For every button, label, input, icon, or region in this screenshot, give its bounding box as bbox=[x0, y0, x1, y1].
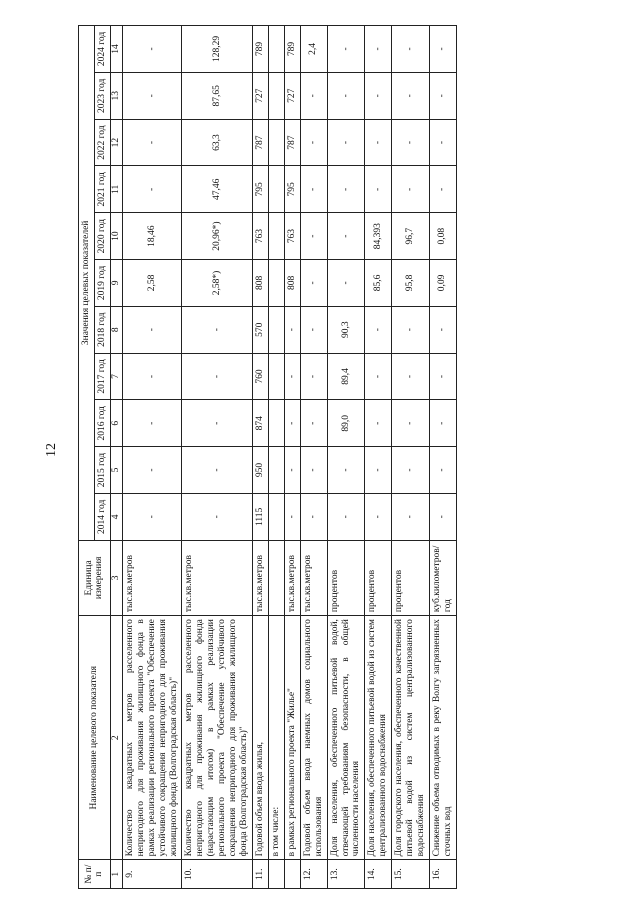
header-name: Наименование целевого показателя bbox=[79, 616, 111, 860]
header-group: Значения целевых показателей bbox=[79, 26, 95, 541]
value-cell: - bbox=[122, 353, 182, 400]
table-row bbox=[300, 26, 327, 889]
page-number: 12 bbox=[44, 443, 59, 457]
value-cell bbox=[268, 493, 284, 540]
value-cell: - bbox=[365, 400, 392, 447]
row-number: 16. bbox=[429, 860, 456, 889]
value-cell: 95,8 bbox=[392, 260, 430, 307]
row-number bbox=[268, 860, 284, 889]
column-number: 4 bbox=[110, 493, 122, 540]
table-row bbox=[122, 26, 182, 889]
header-unit: Единица измерения bbox=[79, 540, 111, 615]
column-number: 6 bbox=[110, 400, 122, 447]
value-cell: - bbox=[365, 306, 392, 353]
indicator-name: в том числе: bbox=[268, 616, 284, 860]
value-cell: - bbox=[300, 400, 327, 447]
value-cell: 89,4 bbox=[327, 353, 365, 400]
header-year: 2018 год bbox=[94, 306, 110, 353]
row-number: 9. bbox=[122, 860, 182, 889]
table-header bbox=[79, 26, 123, 889]
value-cell: - bbox=[122, 493, 182, 540]
value-cell: 96,7 bbox=[392, 213, 430, 260]
value-cell: - bbox=[284, 353, 300, 400]
value-cell: - bbox=[300, 447, 327, 494]
value-cell: - bbox=[327, 493, 365, 540]
value-cell: - bbox=[122, 26, 182, 73]
value-cell: - bbox=[284, 306, 300, 353]
value-cell: 760 bbox=[252, 353, 268, 400]
value-cell: 63,3 bbox=[182, 119, 253, 166]
value-cell: - bbox=[392, 400, 430, 447]
column-number: 5 bbox=[110, 447, 122, 494]
value-cell: - bbox=[182, 447, 253, 494]
unit-cell: тыс.кв.метров bbox=[300, 540, 327, 615]
column-number: 7 bbox=[110, 353, 122, 400]
row-number: 11. bbox=[252, 860, 268, 889]
unit-cell: процентов bbox=[327, 540, 365, 615]
value-cell: - bbox=[122, 72, 182, 119]
value-cell: 950 bbox=[252, 447, 268, 494]
value-cell: 18,46 bbox=[122, 213, 182, 260]
value-cell: - bbox=[284, 400, 300, 447]
value-cell: 1115 bbox=[252, 493, 268, 540]
value-cell: - bbox=[392, 72, 430, 119]
value-cell: - bbox=[365, 493, 392, 540]
table-row bbox=[268, 26, 284, 889]
header-year: 2019 год bbox=[94, 260, 110, 307]
value-cell: - bbox=[429, 72, 456, 119]
column-number: 10 bbox=[110, 213, 122, 260]
indicator-name: Годовой объем ввода жилья, bbox=[252, 616, 268, 860]
unit-cell: тыс.кв.метров bbox=[122, 540, 182, 615]
value-cell: - bbox=[300, 119, 327, 166]
value-cell: - bbox=[429, 353, 456, 400]
value-cell: - bbox=[284, 447, 300, 494]
value-cell: 2,58*) bbox=[182, 260, 253, 307]
header-year: 2014 год bbox=[94, 493, 110, 540]
target-indicators-table bbox=[78, 25, 457, 889]
table-row bbox=[284, 26, 300, 889]
header-year: 2015 год bbox=[94, 447, 110, 494]
value-cell: - bbox=[365, 447, 392, 494]
unit-cell: тыс.кв.метров bbox=[284, 540, 300, 615]
value-cell: - bbox=[300, 260, 327, 307]
value-cell bbox=[268, 72, 284, 119]
value-cell: - bbox=[122, 400, 182, 447]
unit-cell: тыс.кв.метров bbox=[252, 540, 268, 615]
value-cell: - bbox=[429, 400, 456, 447]
value-cell: 795 bbox=[252, 166, 268, 213]
value-cell: 0,09 bbox=[429, 260, 456, 307]
value-cell: - bbox=[365, 353, 392, 400]
table-row bbox=[182, 26, 253, 889]
value-cell: - bbox=[327, 213, 365, 260]
column-number: 13 bbox=[110, 72, 122, 119]
value-cell: 0,08 bbox=[429, 213, 456, 260]
column-number: 3 bbox=[110, 540, 122, 615]
header-year: 2024 год bbox=[94, 26, 110, 73]
column-number: 1 bbox=[110, 860, 122, 889]
value-cell: - bbox=[327, 260, 365, 307]
row-number: 10. bbox=[182, 860, 253, 889]
value-cell: 90,3 bbox=[327, 306, 365, 353]
indicator-name: Доля городского населения, обеспеченного качественной питьевой водой из систем централизованного водоснабжения bbox=[392, 616, 430, 860]
table-row bbox=[365, 26, 392, 889]
value-cell bbox=[268, 353, 284, 400]
row-number: 13. bbox=[327, 860, 365, 889]
value-cell: - bbox=[365, 166, 392, 213]
table-row bbox=[392, 26, 430, 889]
value-cell: - bbox=[327, 447, 365, 494]
unit-cell: куб.километров/год bbox=[429, 540, 456, 615]
value-cell: - bbox=[392, 306, 430, 353]
indicator-name: Количество квадратных метров расселенного непригодного для проживания жилищного фонда (нарастающим итогом) в рамках реализации регионального проекта "Обеспечение устойчивого сокращения непригодного для проживания жилищного фонда (Волгоградская область)" bbox=[182, 616, 253, 860]
value-cell: 2,4 bbox=[300, 26, 327, 73]
indicator-name: Доля населения, обеспеченного питьевой водой, отвечающей требованиям безопасности, в общей численности населения bbox=[327, 616, 365, 860]
value-cell: - bbox=[327, 26, 365, 73]
header-year: 2023 год bbox=[94, 72, 110, 119]
value-cell: - bbox=[122, 166, 182, 213]
unit-cell bbox=[268, 540, 284, 615]
value-cell: - bbox=[429, 493, 456, 540]
value-cell: - bbox=[182, 493, 253, 540]
value-cell: - bbox=[327, 119, 365, 166]
header-num: № п/п bbox=[79, 860, 111, 889]
value-cell bbox=[268, 119, 284, 166]
indicator-name: в рамках регионального проекта "Жилье" bbox=[284, 616, 300, 860]
indicator-name: Снижение объема отводимых в реку Волгу загрязненных сточных вод bbox=[429, 616, 456, 860]
table-row bbox=[252, 26, 268, 889]
value-cell: - bbox=[429, 166, 456, 213]
value-cell: 874 bbox=[252, 400, 268, 447]
value-cell: - bbox=[182, 306, 253, 353]
value-cell: 84,393 bbox=[365, 213, 392, 260]
value-cell: - bbox=[122, 447, 182, 494]
column-number: 14 bbox=[110, 26, 122, 73]
value-cell: 727 bbox=[284, 72, 300, 119]
value-cell: - bbox=[392, 166, 430, 213]
value-cell: - bbox=[300, 166, 327, 213]
value-cell: - bbox=[300, 493, 327, 540]
header-year: 2020 год bbox=[94, 213, 110, 260]
value-cell bbox=[268, 306, 284, 353]
column-number: 2 bbox=[110, 616, 122, 860]
value-cell: 85,6 bbox=[365, 260, 392, 307]
value-cell: - bbox=[392, 447, 430, 494]
value-cell: - bbox=[327, 166, 365, 213]
value-cell: - bbox=[392, 353, 430, 400]
value-cell bbox=[268, 400, 284, 447]
value-cell bbox=[268, 447, 284, 494]
value-cell: - bbox=[182, 400, 253, 447]
row-number: 14. bbox=[365, 860, 392, 889]
value-cell: - bbox=[300, 306, 327, 353]
value-cell bbox=[268, 213, 284, 260]
value-cell: 787 bbox=[284, 119, 300, 166]
unit-cell: тыс.кв.метров bbox=[182, 540, 253, 615]
row-number bbox=[284, 860, 300, 889]
value-cell: - bbox=[300, 353, 327, 400]
value-cell: - bbox=[182, 353, 253, 400]
value-cell: - bbox=[392, 119, 430, 166]
header-year: 2016 год bbox=[94, 400, 110, 447]
header-year: 2021 год bbox=[94, 166, 110, 213]
value-cell: - bbox=[429, 26, 456, 73]
value-cell: 795 bbox=[284, 166, 300, 213]
indicator-name: Годовой объем ввода наемных домов социального использования bbox=[300, 616, 327, 860]
indicator-name: Количество квадратных метров расселенного непригодного для проживания жилищного фонда в рамках реализации регионального проекта "Обеспечение устойчивого сокращения непригодного для проживания жилищного фонда (Волгоградская область)" bbox=[122, 616, 182, 860]
value-cell: - bbox=[327, 72, 365, 119]
value-cell: 789 bbox=[252, 26, 268, 73]
value-cell bbox=[268, 26, 284, 73]
value-cell: - bbox=[392, 493, 430, 540]
value-cell bbox=[268, 166, 284, 213]
value-cell: - bbox=[122, 306, 182, 353]
column-number: 12 bbox=[110, 119, 122, 166]
value-cell: - bbox=[365, 119, 392, 166]
row-number: 12. bbox=[300, 860, 327, 889]
value-cell: - bbox=[122, 119, 182, 166]
value-cell: 789 bbox=[284, 26, 300, 73]
value-cell: - bbox=[429, 447, 456, 494]
indicator-name: Доля населения, обеспеченного питьевой водой из систем централизованного водоснабжения bbox=[365, 616, 392, 860]
row-number: 15. bbox=[392, 860, 430, 889]
value-cell: 763 bbox=[252, 213, 268, 260]
value-cell: 787 bbox=[252, 119, 268, 166]
unit-cell: процентов bbox=[365, 540, 392, 615]
table-row bbox=[429, 26, 456, 889]
value-cell: 47,46 bbox=[182, 166, 253, 213]
value-cell: - bbox=[300, 213, 327, 260]
value-cell: 128,29 bbox=[182, 26, 253, 73]
value-cell: 87,65 bbox=[182, 72, 253, 119]
value-cell: - bbox=[429, 119, 456, 166]
value-cell: - bbox=[392, 26, 430, 73]
value-cell: - bbox=[300, 72, 327, 119]
header-year: 2022 год bbox=[94, 119, 110, 166]
value-cell: - bbox=[429, 306, 456, 353]
column-number: 11 bbox=[110, 166, 122, 213]
header-year: 2017 год bbox=[94, 353, 110, 400]
value-cell: - bbox=[284, 493, 300, 540]
value-cell: 570 bbox=[252, 306, 268, 353]
value-cell: 89,0 bbox=[327, 400, 365, 447]
column-number: 9 bbox=[110, 260, 122, 307]
value-cell: - bbox=[365, 72, 392, 119]
value-cell: 727 bbox=[252, 72, 268, 119]
table-row bbox=[327, 26, 365, 889]
value-cell bbox=[268, 260, 284, 307]
value-cell: 808 bbox=[252, 260, 268, 307]
value-cell: 763 bbox=[284, 213, 300, 260]
value-cell: 2,58 bbox=[122, 260, 182, 307]
value-cell: 20,96*) bbox=[182, 213, 253, 260]
value-cell: - bbox=[365, 26, 392, 73]
column-number: 8 bbox=[110, 306, 122, 353]
value-cell: 808 bbox=[284, 260, 300, 307]
unit-cell: процентов bbox=[392, 540, 430, 615]
